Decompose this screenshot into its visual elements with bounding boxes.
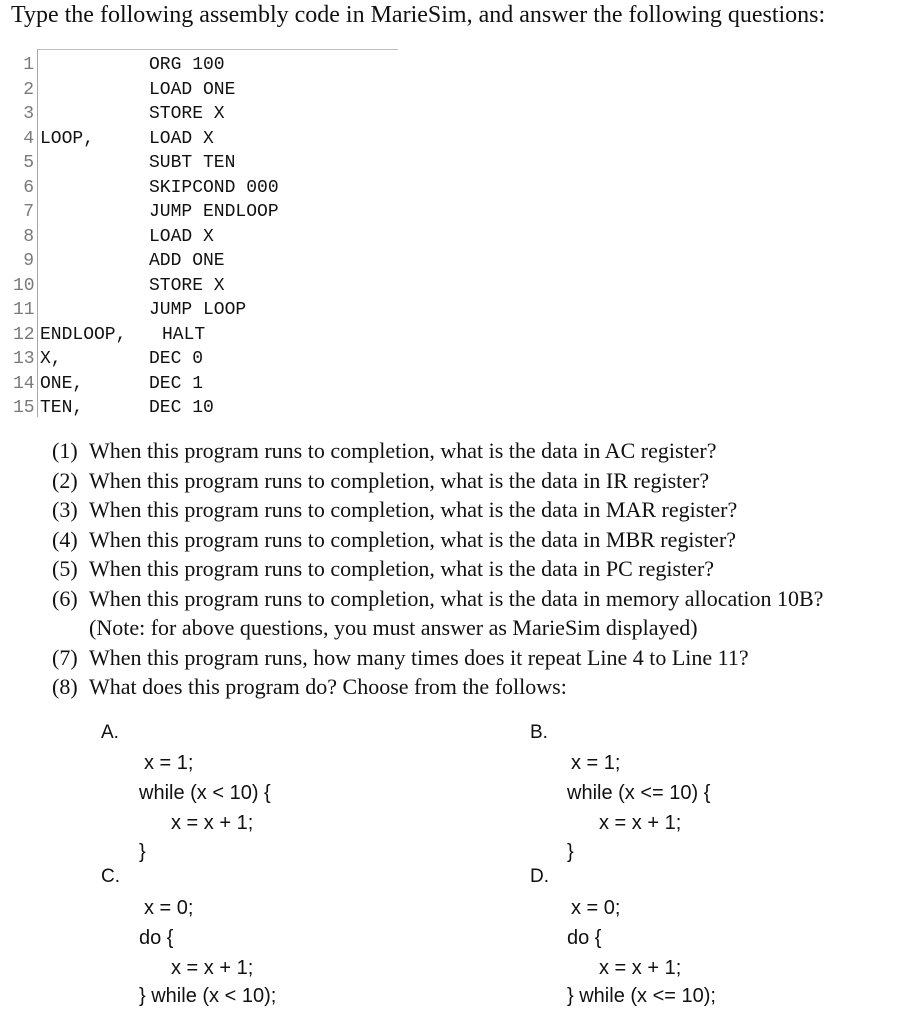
option-c-letter: C. bbox=[101, 866, 120, 887]
code-instruction: HALT bbox=[162, 324, 206, 345]
question-text: What does this program do? Choose from the follows: bbox=[89, 674, 567, 699]
question-text: When this program runs to completion, what is the data in PC register? bbox=[89, 556, 715, 581]
line-number: 4 bbox=[23, 128, 34, 149]
option-code-line: } while (x <= 10); bbox=[567, 985, 716, 1007]
code-label: TEN, bbox=[40, 398, 84, 418]
option-code-line: while (x < 10) { bbox=[139, 782, 271, 804]
code-label: ONE, bbox=[40, 373, 84, 394]
question-item bbox=[52, 584, 823, 613]
question-text: When this program runs to completion, what is the data in IR register? bbox=[89, 467, 710, 493]
option-b-letter: B. bbox=[530, 722, 548, 743]
code-instruction: ADD ONE bbox=[149, 251, 225, 271]
question-item bbox=[52, 554, 714, 583]
code-instruction: JUMP LOOP bbox=[149, 300, 247, 320]
question-text: When this program runs to completion, what is the data in memory allocation 10B? bbox=[89, 585, 824, 611]
question-text: When this program runs to completion, what is the data in AC register? bbox=[89, 438, 717, 463]
question-text: When this program runs, how many times does it repeat Line 4 to Line 11? bbox=[89, 644, 749, 670]
code-label: LOOP, bbox=[40, 128, 95, 149]
line-number: 8 bbox=[23, 226, 34, 247]
question-number: (7) bbox=[52, 644, 78, 670]
code-instruction: SKIPCOND 000 bbox=[149, 177, 279, 198]
question-item bbox=[52, 525, 736, 554]
option-code-line: x = x + 1; bbox=[599, 812, 682, 834]
option-a-letter: A. bbox=[101, 722, 119, 743]
code-instruction: ORG 100 bbox=[149, 55, 225, 75]
question-number: (1) bbox=[52, 438, 78, 463]
question-number: (6) bbox=[52, 585, 78, 611]
code-top-border bbox=[37, 49, 398, 50]
code-instruction: LOAD X bbox=[149, 128, 214, 149]
option-code-line: x = 1; bbox=[571, 752, 621, 774]
line-number: 13 bbox=[13, 349, 35, 369]
code-instruction: LOAD X bbox=[149, 226, 214, 247]
line-number: 6 bbox=[23, 177, 34, 198]
option-code-line: } bbox=[139, 841, 146, 863]
question-number: (2) bbox=[52, 467, 78, 493]
code-label: X, bbox=[40, 349, 62, 369]
option-code-line: } bbox=[567, 841, 574, 863]
answer-format-note: (Note: for above questions, you must answer as MarieSim displayed) bbox=[89, 615, 698, 640]
option-code-line: x = 0; bbox=[144, 897, 194, 919]
line-number: 11 bbox=[13, 300, 35, 320]
line-number: 14 bbox=[13, 373, 35, 394]
code-instruction: DEC 1 bbox=[149, 373, 204, 394]
option-code-line: do { bbox=[139, 927, 174, 949]
line-number: 7 bbox=[23, 202, 34, 222]
question-item bbox=[52, 672, 567, 701]
option-d-letter: D. bbox=[530, 866, 549, 887]
question-number: (8) bbox=[52, 674, 78, 699]
line-number: 10 bbox=[13, 275, 35, 296]
code-instruction: DEC 10 bbox=[149, 398, 214, 418]
code-label: ENDLOOP, bbox=[40, 324, 127, 345]
line-number: 12 bbox=[13, 324, 35, 345]
code-instruction: DEC 0 bbox=[149, 349, 204, 369]
option-code-line: do { bbox=[567, 927, 602, 949]
line-number: 15 bbox=[13, 398, 35, 418]
question-number: (4) bbox=[52, 526, 78, 552]
question-text: When this program runs to completion, what is the data in MBR register? bbox=[89, 526, 737, 552]
line-number: 5 bbox=[23, 153, 34, 173]
code-instruction: JUMP ENDLOOP bbox=[149, 202, 279, 222]
option-code-line: x = x + 1; bbox=[171, 812, 254, 834]
option-code-line: x = 0; bbox=[571, 897, 621, 919]
question-text: When this program runs to completion, what is the data in MAR register? bbox=[89, 497, 738, 522]
question-item bbox=[52, 643, 749, 672]
option-code-line: x = x + 1; bbox=[599, 957, 682, 979]
code-instruction: STORE X bbox=[149, 104, 225, 124]
question-number: (3) bbox=[52, 497, 78, 522]
line-number: 1 bbox=[23, 55, 34, 75]
question-number: (5) bbox=[52, 556, 78, 581]
option-code-line: x = 1; bbox=[144, 752, 194, 774]
option-code-line: } while (x < 10); bbox=[139, 985, 277, 1007]
code-instruction: SUBT TEN bbox=[149, 153, 236, 173]
question-item bbox=[52, 495, 737, 524]
option-code-line: x = x + 1; bbox=[171, 957, 254, 979]
option-code-line: while (x <= 10) { bbox=[567, 782, 711, 804]
line-number: 2 bbox=[23, 79, 34, 100]
code-instruction: STORE X bbox=[149, 275, 225, 296]
line-number: 3 bbox=[23, 104, 34, 124]
line-number-gutter-divider bbox=[37, 49, 38, 417]
question-item bbox=[52, 466, 709, 495]
line-number: 9 bbox=[23, 251, 34, 271]
question-item bbox=[52, 436, 716, 465]
code-instruction: LOAD ONE bbox=[149, 79, 236, 100]
page-heading: Type the following assembly code in MarieSim, and answer the following questions: bbox=[11, 2, 826, 28]
assembly-code-listing bbox=[13, 49, 397, 421]
